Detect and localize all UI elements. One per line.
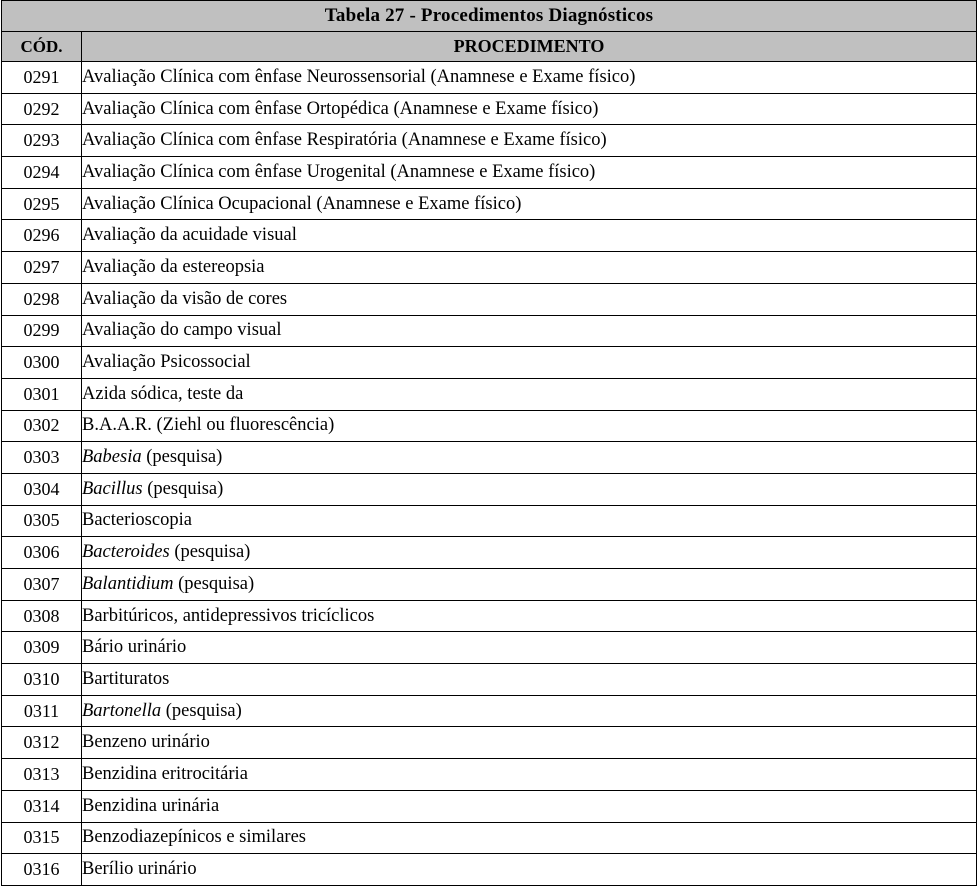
row-procedure-text: Benzeno urinário	[82, 732, 210, 753]
row-code: 0303	[2, 442, 82, 474]
row-procedure-text: Avaliação da visão de cores	[82, 288, 288, 309]
row-procedure	[82, 854, 977, 886]
table-row	[2, 252, 977, 284]
row-procedure-text: (pesquisa)	[161, 700, 242, 721]
table-row	[2, 347, 977, 379]
row-code: 0298	[2, 283, 82, 315]
row-code: 0308	[2, 600, 82, 632]
table-title-row	[2, 1, 977, 32]
row-procedure-text: Avaliação da estereopsia	[82, 256, 265, 277]
row-procedure-text: Avaliação Clínica com ênfase Respiratória (Anamnese e Exame físico)	[82, 130, 607, 151]
row-code: 0311	[2, 695, 82, 727]
table-row	[2, 790, 977, 822]
row-procedure-italic: Bacteroides	[82, 542, 170, 563]
row-procedure	[82, 188, 977, 220]
row-procedure-text: (pesquisa)	[141, 447, 223, 468]
row-code: 0315	[2, 822, 82, 854]
table-row	[2, 125, 977, 157]
row-procedure	[82, 347, 977, 379]
row-code: 0301	[2, 378, 82, 410]
row-procedure	[82, 157, 977, 189]
row-procedure	[82, 125, 977, 157]
row-procedure-italic: Balantidium	[82, 573, 174, 594]
table-row	[2, 157, 977, 189]
row-procedure	[82, 569, 977, 601]
row-code: 0316	[2, 854, 82, 886]
row-procedure-text: Avaliação Clínica com ênfase Neurossensorial (Anamnese e Exame físico)	[82, 66, 636, 87]
row-procedure	[82, 822, 977, 854]
row-code: 0299	[2, 315, 82, 347]
table-row	[2, 632, 977, 664]
table-row	[2, 664, 977, 696]
row-code: 0294	[2, 157, 82, 189]
table-row	[2, 727, 977, 759]
row-procedure-text: Benzodiazepínicos e similares	[82, 827, 306, 848]
row-procedure	[82, 283, 977, 315]
row-procedure-text: Bacterioscopia	[82, 510, 192, 531]
row-procedure-text: (pesquisa)	[173, 573, 255, 594]
row-procedure	[82, 632, 977, 664]
table-row	[2, 188, 977, 220]
row-procedure-text: Avaliação Clínica com ênfase Ortopédica (Anamnese e Exame físico)	[82, 98, 599, 119]
row-procedure	[82, 93, 977, 125]
table-row	[2, 600, 977, 632]
row-procedure-text: Avaliação do campo visual	[82, 320, 282, 341]
row-procedure-italic: Bartonella	[82, 700, 162, 721]
row-procedure-italic: Babesia	[82, 447, 142, 468]
row-procedure-text: Avaliação Clínica com ênfase Urogenital (Anamnese e Exame físico)	[82, 161, 596, 182]
row-procedure-text: Benzidina eritrocitária	[82, 763, 248, 784]
row-code: 0309	[2, 632, 82, 664]
row-procedure	[82, 600, 977, 632]
row-code: 0312	[2, 727, 82, 759]
row-procedure	[82, 537, 977, 569]
table-row	[2, 378, 977, 410]
row-code: 0296	[2, 220, 82, 252]
row-procedure-text: Azida sódica, teste da	[82, 383, 244, 404]
row-procedure	[82, 790, 977, 822]
row-procedure-text: Barbitúricos, antidepressivos tricíclicos	[82, 605, 375, 626]
row-procedure-text: Avaliação da acuidade visual	[82, 225, 297, 246]
column-header-code: CÓD.	[2, 32, 82, 62]
table-row	[2, 569, 977, 601]
row-procedure-text: Avaliação Psicossocial	[82, 352, 251, 373]
row-procedure-text: Avaliação Clínica Ocupacional (Anamnese e Exame físico)	[82, 193, 522, 214]
row-procedure-italic: Bacillus	[82, 478, 143, 499]
procedures-table	[1, 0, 977, 886]
row-procedure	[82, 442, 977, 474]
table-row	[2, 473, 977, 505]
table-row	[2, 220, 977, 252]
table-row	[2, 315, 977, 347]
row-procedure-text: Benzidina urinária	[82, 795, 220, 816]
table-row	[2, 410, 977, 442]
row-procedure	[82, 727, 977, 759]
row-procedure	[82, 473, 977, 505]
table-title: Tabela 27 - Procedimentos Diagnósticos	[2, 1, 977, 32]
table-row	[2, 822, 977, 854]
table-row	[2, 505, 977, 537]
column-header-procedure: PROCEDIMENTO	[82, 32, 977, 62]
row-procedure-text: B.A.A.R. (Ziehl ou fluorescência)	[82, 415, 335, 436]
row-procedure	[82, 759, 977, 791]
table-row	[2, 537, 977, 569]
row-procedure	[82, 664, 977, 696]
row-code: 0297	[2, 252, 82, 284]
table-row	[2, 62, 977, 94]
row-procedure-text: (pesquisa)	[169, 542, 251, 563]
row-procedure	[82, 410, 977, 442]
table-row	[2, 93, 977, 125]
row-code: 0304	[2, 473, 82, 505]
row-procedure-text: Bário urinário	[82, 637, 187, 658]
row-code: 0291	[2, 62, 82, 94]
table-header-row	[2, 32, 977, 62]
row-code: 0295	[2, 188, 82, 220]
table-body	[2, 1, 977, 886]
row-code: 0300	[2, 347, 82, 379]
row-code: 0313	[2, 759, 82, 791]
row-procedure	[82, 378, 977, 410]
row-code: 0293	[2, 125, 82, 157]
row-procedure-text: Berílio urinário	[82, 859, 197, 880]
row-procedure	[82, 505, 977, 537]
row-procedure	[82, 252, 977, 284]
row-procedure	[82, 62, 977, 94]
row-procedure	[82, 695, 977, 727]
row-procedure	[82, 220, 977, 252]
row-procedure	[82, 315, 977, 347]
row-code: 0302	[2, 410, 82, 442]
row-code: 0292	[2, 93, 82, 125]
table-row	[2, 759, 977, 791]
row-code: 0307	[2, 569, 82, 601]
row-code: 0314	[2, 790, 82, 822]
table-row	[2, 854, 977, 886]
row-procedure-text: (pesquisa)	[142, 478, 224, 499]
table-row	[2, 283, 977, 315]
row-code: 0306	[2, 537, 82, 569]
row-code: 0305	[2, 505, 82, 537]
row-procedure-text: Bartituratos	[82, 668, 170, 689]
row-code: 0310	[2, 664, 82, 696]
table-row	[2, 695, 977, 727]
table-row	[2, 442, 977, 474]
